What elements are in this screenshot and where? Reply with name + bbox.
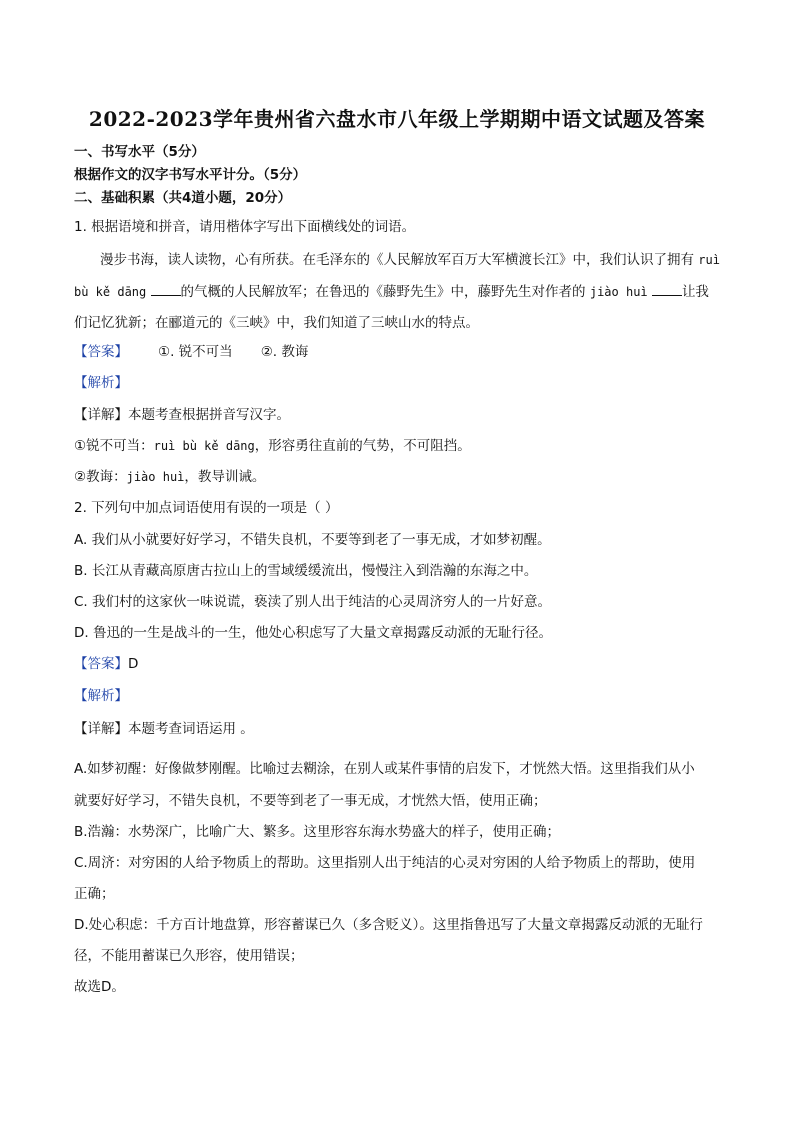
- q2-analysis-tag: 【解析】: [74, 688, 128, 704]
- q2-option-c: C. 我们村的这家伙一味说谎，亵渎了别人出于纯洁的心灵周济穷人的一片好意。: [74, 594, 552, 610]
- q1-p1-text: 漫步书海，读人读物，心有所获。在毛泽东的《人民解放军百万大军横渡长江》中，我们认识了拥有: [100, 252, 694, 268]
- q2-explain-c-line1: C.周济：对穷困的人给予物质上的帮助。这里指别人出于纯洁的心灵对穷困的人给予物质上的帮助，使用: [74, 855, 696, 871]
- q1-detail: 【详解】本题考查根据拼音写汉字。: [74, 407, 290, 423]
- q1-p2-pinyin2: jiào huì: [589, 285, 648, 299]
- q1-detail-2: [74, 468, 265, 486]
- q2-option-d: D. 鲁迅的一生是战斗的一生，他处心积虑写了大量文章揭露反动派的无耻行径。: [74, 625, 552, 641]
- q1-d1-term: ①锐不可当：: [74, 438, 154, 454]
- q2-option-a: A. 我们从小就要好好学习，不错失良机，不要等到老了一事无成，才如梦初醒。: [74, 532, 551, 548]
- q2-explain-b: B.浩瀚：水势深广，比喻广大、繁多。这里形容东海水势盛大的样子，使用正确；: [74, 824, 561, 840]
- q1-d2-term: ②教诲：: [74, 469, 127, 485]
- q1-blank-2: [652, 283, 682, 296]
- q1-analysis-tag: 【解析】: [74, 375, 128, 391]
- q2-detail: 【详解】本题考查词语运用 。: [74, 721, 254, 737]
- section1-desc: 根据作文的汉字书写水平计分。（5分）: [74, 167, 307, 183]
- q1-prompt: 1. 根据语境和拼音，请用楷体字写出下面横线处的词语。: [74, 219, 416, 235]
- q1-answer-1: ①. 锐不可当: [158, 344, 233, 360]
- q2-explain-d-line2: 径，不能用蓄谋已久形容，使用错误；: [74, 948, 304, 964]
- q1-paragraph-line1: [100, 251, 720, 269]
- section1-heading: 一、书写水平（5分）: [74, 144, 205, 160]
- q2-explain-a-line1: A.如梦初醒：好像做梦刚醒。比喻过去糊涂，在别人或某件事情的启发下，才恍然大悟。这里指我们从小: [74, 761, 695, 777]
- q1-answer-2: ②. 教诲: [260, 344, 309, 360]
- q2-answer-line: [74, 655, 138, 673]
- q1-d1-meaning: ，形容勇往直前的气势，不可阻挡。: [254, 438, 471, 454]
- q1-paragraph-line3: 们记忆犹新；在郦道元的《三峡》中，我们知道了三峡山水的特点。: [74, 315, 479, 331]
- document-title: 2022-2023学年贵州省六盘水市八年级上学期期中语文试题及答案: [88, 107, 706, 131]
- section2-heading: 二、基础积累（共4道小题，20分）: [74, 190, 292, 206]
- q1-answer-line: [74, 343, 308, 361]
- q1-p2-end: 让我: [681, 284, 709, 300]
- q1-paragraph-line2: [74, 283, 709, 301]
- q2-answer-tag: 【答案】: [74, 656, 128, 672]
- q1-answer-tag: 【答案】: [74, 344, 128, 360]
- q2-option-b: B. 长江从青藏高原唐古拉山上的雪域缓缓流出，慢慢注入到浩瀚的东海之中。: [74, 563, 538, 579]
- q1-d2-meaning: ，教导训诫。: [184, 469, 266, 485]
- q1-p2-mid: 的气概的人民解放军；在鲁迅的《藤野先生》中，藤野先生对作者的: [180, 284, 586, 300]
- q1-d2-pinyin: jiào huì: [126, 470, 185, 484]
- q2-answer: D: [128, 656, 139, 672]
- q1-p2-pinyin: bù kě dāng: [74, 285, 147, 299]
- q1-d1-pinyin: ruì bù kě dāng: [153, 439, 255, 453]
- q2-explain-c-line2: 正确；: [74, 886, 115, 902]
- q1-detail-1: [74, 437, 471, 455]
- q2-explain-d-line1: D.处心积虑：千方百计地盘算，形容蓄谋已久（多含贬义）。这里指鲁迅写了大量文章揭露反动派的无耻行: [74, 917, 703, 933]
- q1-p1-pinyin: ruì: [698, 253, 720, 267]
- q2-prompt: 2. 下列句中加点词语使用有误的一项是（ ）: [74, 500, 339, 516]
- q1-blank-1: [151, 283, 181, 296]
- q2-conclusion: 故选D。: [74, 979, 125, 995]
- q2-explain-a-line2: 就要好好学习，不错失良机，不要等到老了一事无成，才恍然大悟，使用正确；: [74, 793, 547, 809]
